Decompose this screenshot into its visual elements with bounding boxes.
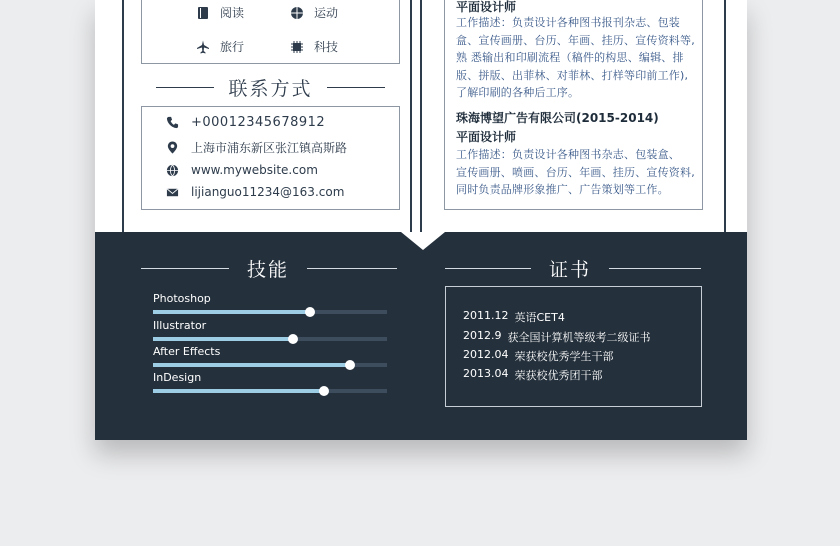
divider — [327, 87, 385, 88]
airplane-icon — [196, 40, 210, 54]
skill-bar-fill — [153, 337, 293, 341]
job-title: 平面设计师 — [456, 130, 517, 144]
desc-line: 同时负责品牌形象推广、广告策划等工作。 — [456, 183, 669, 196]
contact-title: 联系方式 — [228, 78, 313, 100]
skill-bar-knob — [345, 360, 355, 370]
chip-icon — [290, 40, 304, 54]
location-pin-icon — [166, 141, 179, 154]
certificate-item — [463, 348, 614, 364]
company-name: 珠海博望广告有限公司(2015-2014) — [456, 111, 659, 125]
mail-icon — [166, 186, 179, 199]
divider — [141, 268, 229, 269]
certificate-text: 英语CET4 — [514, 311, 565, 324]
contact-email — [166, 185, 344, 199]
skill-label: After Effects — [153, 345, 221, 358]
certificate-date: 2012.04 — [463, 348, 509, 361]
desc-line: 了解印刷的各种后工序。 — [456, 86, 580, 99]
certificate-text: 获全国计算机等级考二级证书 — [507, 331, 651, 344]
certificates-box — [445, 286, 702, 407]
skill-label: InDesign — [153, 371, 202, 384]
contact-website — [166, 163, 318, 177]
skills-title: 技能 — [247, 259, 290, 281]
skill-label: Photoshop — [153, 292, 211, 305]
divider — [307, 268, 397, 269]
certificate-item — [463, 367, 603, 383]
skill-bar-knob — [319, 386, 329, 396]
skill-bar — [153, 389, 387, 393]
certificate-text: 荣获校优秀团干部 — [514, 369, 603, 382]
certificate-item — [463, 309, 565, 325]
desc-line: 盒、宣传画册、台历、年画、挂历、宣传资料等, — [456, 33, 695, 47]
desc-line: 熟 悉输出和印刷流程（稿件的构思、编辑、排 — [456, 51, 684, 64]
skills-section-title — [141, 255, 397, 282]
email-link[interactable]: lijianguo11234@163.com — [191, 185, 345, 199]
skill-bar-knob — [305, 307, 315, 317]
job-description — [456, 146, 696, 199]
divider — [609, 268, 701, 269]
certificate-date: 2011.12 — [463, 309, 509, 322]
skill-label: Illustrator — [153, 319, 207, 332]
certificate-date: 2012.9 — [463, 329, 502, 342]
hobby-reading — [196, 4, 244, 21]
address-text: 上海市浦东新区张江镇高斯路 — [191, 141, 348, 155]
certificates-section-title — [445, 255, 701, 282]
skill-bar-fill — [153, 389, 324, 393]
hobby-label: 阅读 — [220, 6, 245, 20]
hobby-tech — [290, 38, 338, 55]
notch-pointer — [401, 232, 445, 250]
skill-bar-fill — [153, 363, 350, 367]
globe-icon — [166, 164, 179, 177]
hobby-label: 旅行 — [220, 40, 245, 54]
hobbies-box — [141, 0, 400, 64]
website-link[interactable]: www.mywebsite.com — [191, 163, 318, 177]
hobby-label: 运动 — [314, 6, 339, 20]
desc-line: 宣传画册、喷画、台历、年画、挂历、宣传资料, — [456, 165, 695, 179]
contact-address — [166, 139, 347, 156]
phone-text: +00012345678912 — [191, 115, 326, 130]
desc-line: 工作描述：负责设计各种图书报刊杂志、包装 — [456, 16, 680, 29]
contact-phone — [166, 115, 325, 130]
desc-line: 工作描述：负责设计各种图书杂志、包装盒、 — [456, 148, 680, 161]
job-description — [456, 14, 696, 102]
book-icon — [196, 6, 210, 20]
desc-line: 版、拼版、出菲林、对菲林、打样等印前工作), — [456, 68, 689, 82]
skill-bar-fill — [153, 310, 310, 314]
divider — [156, 87, 214, 88]
job-title: 平面设计师 — [456, 0, 517, 14]
certificates-title: 证书 — [549, 259, 592, 281]
certificate-item — [463, 329, 651, 345]
basketball-icon — [290, 6, 304, 20]
hobby-sports — [290, 4, 338, 21]
divider — [445, 268, 531, 269]
experience-box — [444, 0, 703, 210]
contact-box — [141, 106, 400, 210]
contact-section-title — [141, 74, 400, 101]
hobby-travel — [196, 38, 244, 55]
skill-bar — [153, 310, 387, 314]
certificate-date: 2013.04 — [463, 367, 509, 380]
hobby-label: 科技 — [314, 40, 339, 54]
certificate-text: 荣获校优秀学生干部 — [514, 350, 614, 363]
skill-bar — [153, 363, 387, 367]
skill-bar — [153, 337, 387, 341]
phone-icon — [166, 116, 179, 129]
